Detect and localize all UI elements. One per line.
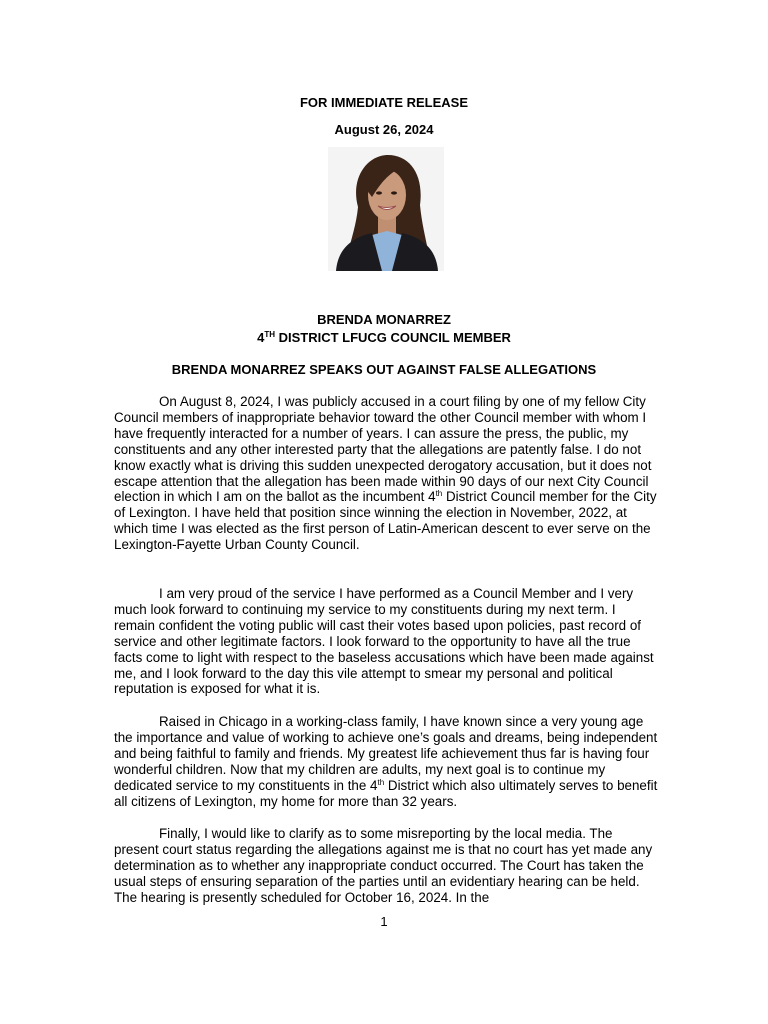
office-ordinal: TH xyxy=(264,330,275,339)
release-date: August 26, 2024 xyxy=(334,122,434,137)
paragraph-4-text: Finally, I would like to clarify as to some misreporting by the local media. The present court status regarding the allegations against me is that no court has yet made any determination as to whether any inappropriate conduct occurred. The Court has taken the usual steps of ensuring separation of the parties until an evidentiary hearing can be held. The hearing is presently scheduled for October 16, 2024. In the xyxy=(114,826,653,905)
office-title: DISTRICT LFUCG COUNCIL MEMBER xyxy=(274,330,511,345)
paragraph-3-text-b: District which also ultimately serves to benefit all citizens of Lexington, my home for more than 32 years. xyxy=(114,777,658,809)
office-number: 4 xyxy=(257,330,265,345)
paragraph-1 xyxy=(114,394,658,553)
paragraph-3 xyxy=(114,714,658,809)
paragraph-2 xyxy=(114,586,658,697)
portrait-photo xyxy=(328,147,444,271)
paragraph-1-text-b: District Council member for the City of Lexington. I have held that position since winning the election in November, 2022, at which time I was elected as the first person of Latin-American descent to ever serve on the Lexington-Fayette Urban County Council. xyxy=(114,489,657,553)
paragraph-2-text: I am very proud of the service I have performed as a Council Member and I very much look forward to continuing my service to my constituents during my next term. I remain confident the voting public will cast their votes based upon policies, past record of service and other legitimate factors. I look forward to the opportunity to have all the true facts come to light with respect to the baseless accusations which have been made against me, and I look forward to the day this vile attempt to smear my personal and political reputation is exposed for what it is. xyxy=(114,586,654,697)
author-office xyxy=(0,330,768,345)
release-label: FOR IMMEDIATE RELEASE xyxy=(299,95,469,110)
headline: BRENDA MONARREZ SPEAKS OUT AGAINST FALSE ALLEGATIONS xyxy=(171,362,597,377)
paragraph-3-text-a: Raised in Chicago in a working-class family, I have known since a very young age the importance and value of working to achieve one’s goals and dreams, being independent and being faithful to family and friends. My greatest life achievement thus far is having four wonderful children. Now that my children are adults, my next goal is to continue my dedicated service to my constituents in the 4 xyxy=(114,714,658,793)
paragraph-1-text-a: On August 8, 2024, I was publicly accused in a court filing by one of my fellow City Council members of inappropriate behavior toward the other Council member with whom I have frequently interacted for a number of years. I can assure the press, the public, my constituents and any other interested party that the allegations are patently false. I do not know exactly what is driving this sudden unexpected derogatory accusation, but it does not escape attention that the allegation has been made within 90 days of our next City Council election in which I am on the ballot as the incumbent 4 xyxy=(114,394,652,505)
paragraph-4 xyxy=(114,826,658,906)
page-number: 1 xyxy=(380,914,388,929)
author-name: BRENDA MONARREZ xyxy=(317,312,451,327)
paragraph-3-ordinal: th xyxy=(377,777,385,787)
paragraph-1-ordinal: th xyxy=(435,489,443,499)
